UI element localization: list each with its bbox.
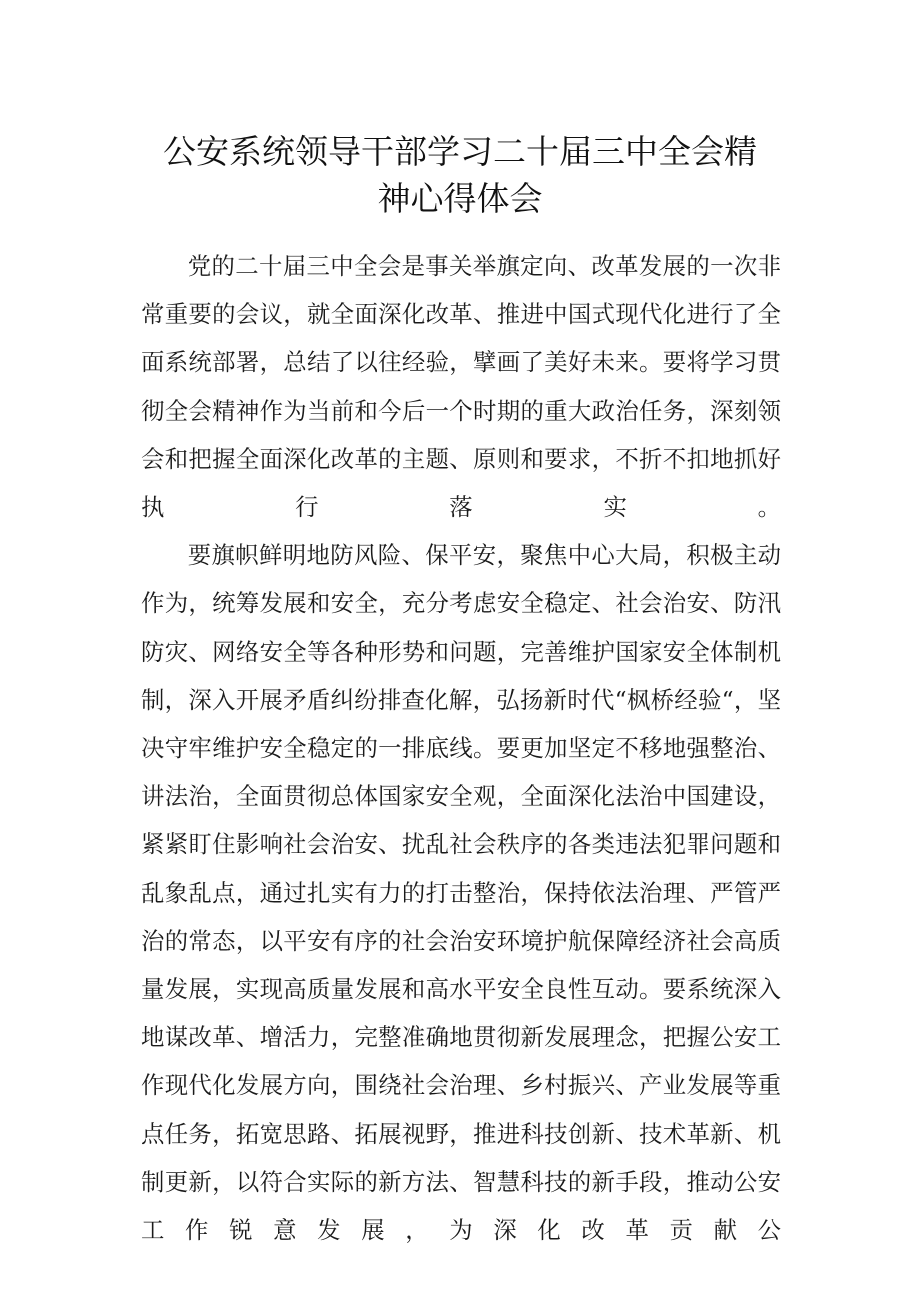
document-title bbox=[140, 128, 780, 222]
title-line-2: 神心得体会 bbox=[377, 179, 543, 218]
title-line-1: 公安系统领导干部学习二十届三中全会精 bbox=[163, 132, 757, 171]
paragraph-1: 党的二十届三中全会是事关举旗定向、改革发展的一次非常重要的会议，就全面深化改革、推进中国式现代化进行了全面系统部署，总结了以往经验，擘画了美好未来。要将学习贯彻全会精神作为当前和今后一个时期的重大政治任务，深刻领会和把握全面深化改革的主题、原则和要求，不折不扣地抓好执行落实。 bbox=[141, 252, 781, 522]
document-body bbox=[141, 242, 781, 1254]
paragraph-2: 要旗帜鲜明地防风险、保平安，聚焦中心大局，积极主动作为，统筹发展和安全，充分考虑安全稳定、社会治安、防汛防灾、网络安全等各种形势和问题，完善维护国家安全体制机制，深入开展矛盾纠纷排查化解，弘扬新时代“枫桥经验“，坚决守牢维护安全稳定的一排底线。要更加坚定不移地强整治、讲法治，全面贯彻总体国家安全观，全面深化法治中国建设，紧紧盯住影响社会治安、扰乱社会秩序的各类违法犯罪问题和乱象乱点，通过扎实有力的打击整治，保持依法治理、严管严治的常态，以平安有序的社会治安环境护航保障经济社会高质量发展，实现高质量发展和高水平安全良性互动。要系统深入地谋改革、增活力，完整准确地贯彻新发展理念，把握公安工作现代化发展方向，围绕社会治理、乡村振兴、产业发展等重点任务，拓宽思路、拓展视野，推进科技创新、技术革新、机制更新，以符合实际的新方法、智慧科技的新手段，推动公安工作锐意发展，为深化改革贡献公 bbox=[141, 541, 781, 1245]
